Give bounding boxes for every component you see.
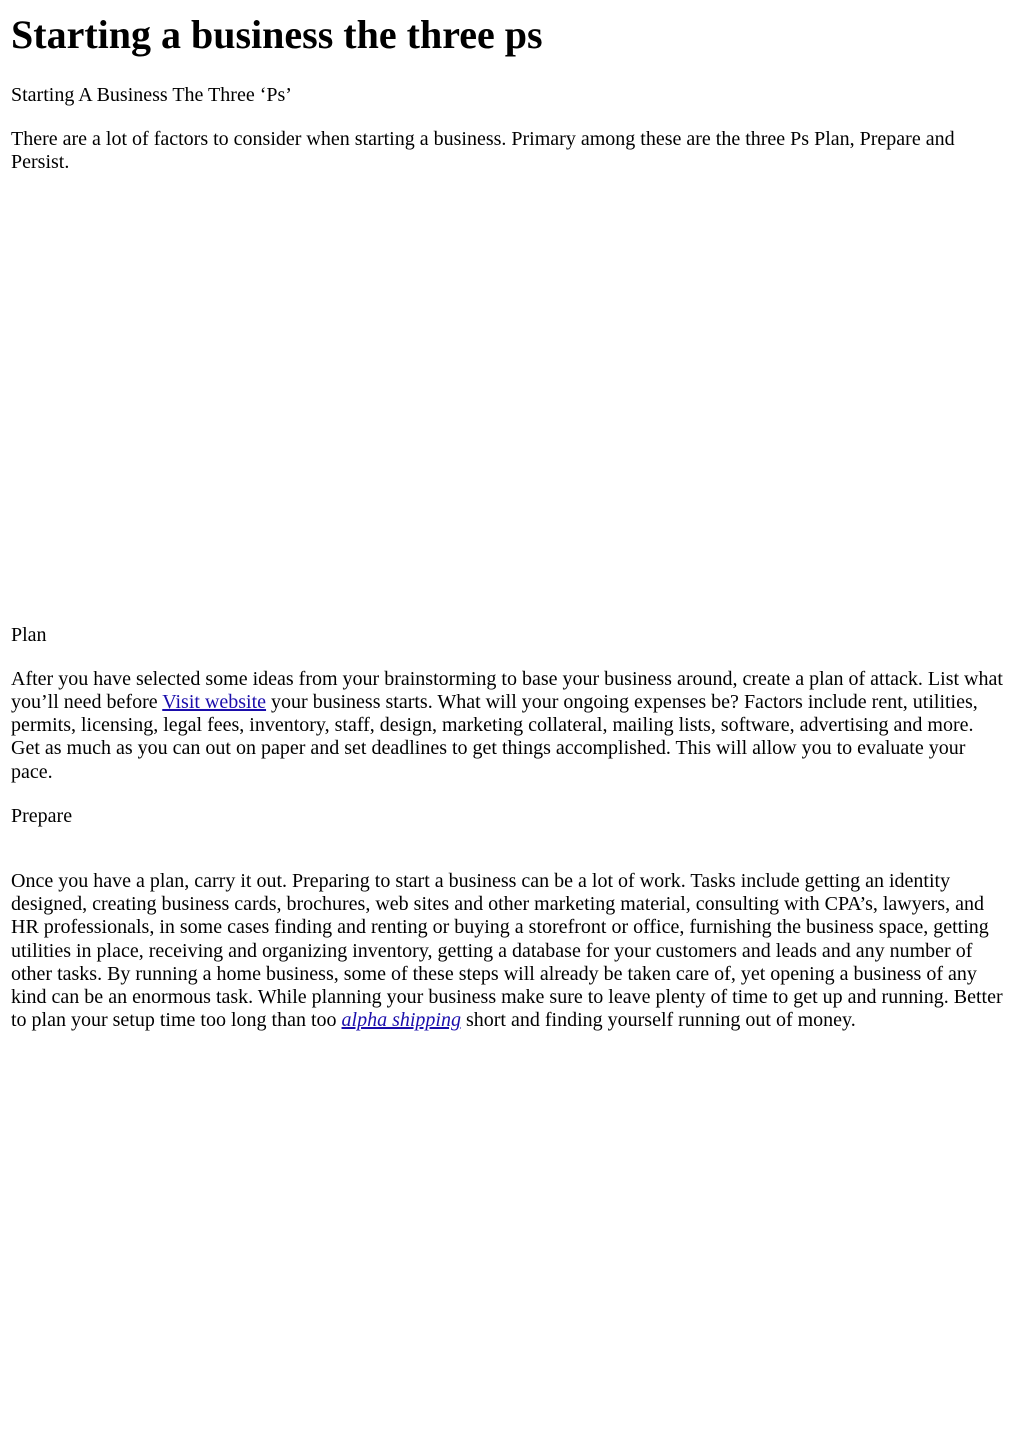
plan-text-before-link: After you have selected some ideas from your brainstorming to base your business around, create a plan of attack. List what you’ll need before <box>11 667 1003 714</box>
prepare-paragraph <box>11 870 1006 1032</box>
plan-heading: Plan <box>11 623 47 646</box>
prepare-text-before-link: Once you have a plan, carry it out. Preparing to start a business can be a lot of work. Tasks include getting an identity designed, creating business cards, brochures, web sites and other marketing material, consulting with CPA’s, lawyers, and HR professionals, in some cases finding and renting or buying a storefront or office, furnishing the business space, getting utilities in place, receiving and organizing inventory, getting a database for your customers and leads and any number of other tasks. By running a home business, some of these steps will already be taken care of, yet opening a business of any kind can be an enormous task. While planning your business make sure to leave plenty of time to get up and running. Better to plan your setup time too long than too <box>11 870 1003 1032</box>
page-title: Starting a business the three ps <box>11 12 543 57</box>
alpha-shipping-link[interactable]: alpha shipping <box>341 1009 461 1032</box>
visit-website-link[interactable]: Visit website <box>162 691 267 714</box>
plan-paragraph <box>11 668 1006 784</box>
prepare-heading: Prepare <box>11 804 73 827</box>
document-page <box>11 0 1006 1032</box>
intro-paragraph: There are a lot of factors to consider when starting a business. Primary among these are the three Ps Plan, Prepare and Persist. <box>11 128 955 174</box>
plan-text-after-link: your business starts. What will your ongoing expenses be? Factors include rent, utilities, permits, licensing, legal fees, inventory, staff, design, marketing collateral, mailing lists, software, advertising and more. Get as much as you can out on paper and set deadlines to get things accomplished. This will allow you to evaluate your pace. <box>11 691 978 783</box>
subtitle: Starting A Business The Three ‘Ps’ <box>11 84 292 106</box>
prepare-text-after-link: short and finding yourself running out of money. <box>460 1009 856 1032</box>
